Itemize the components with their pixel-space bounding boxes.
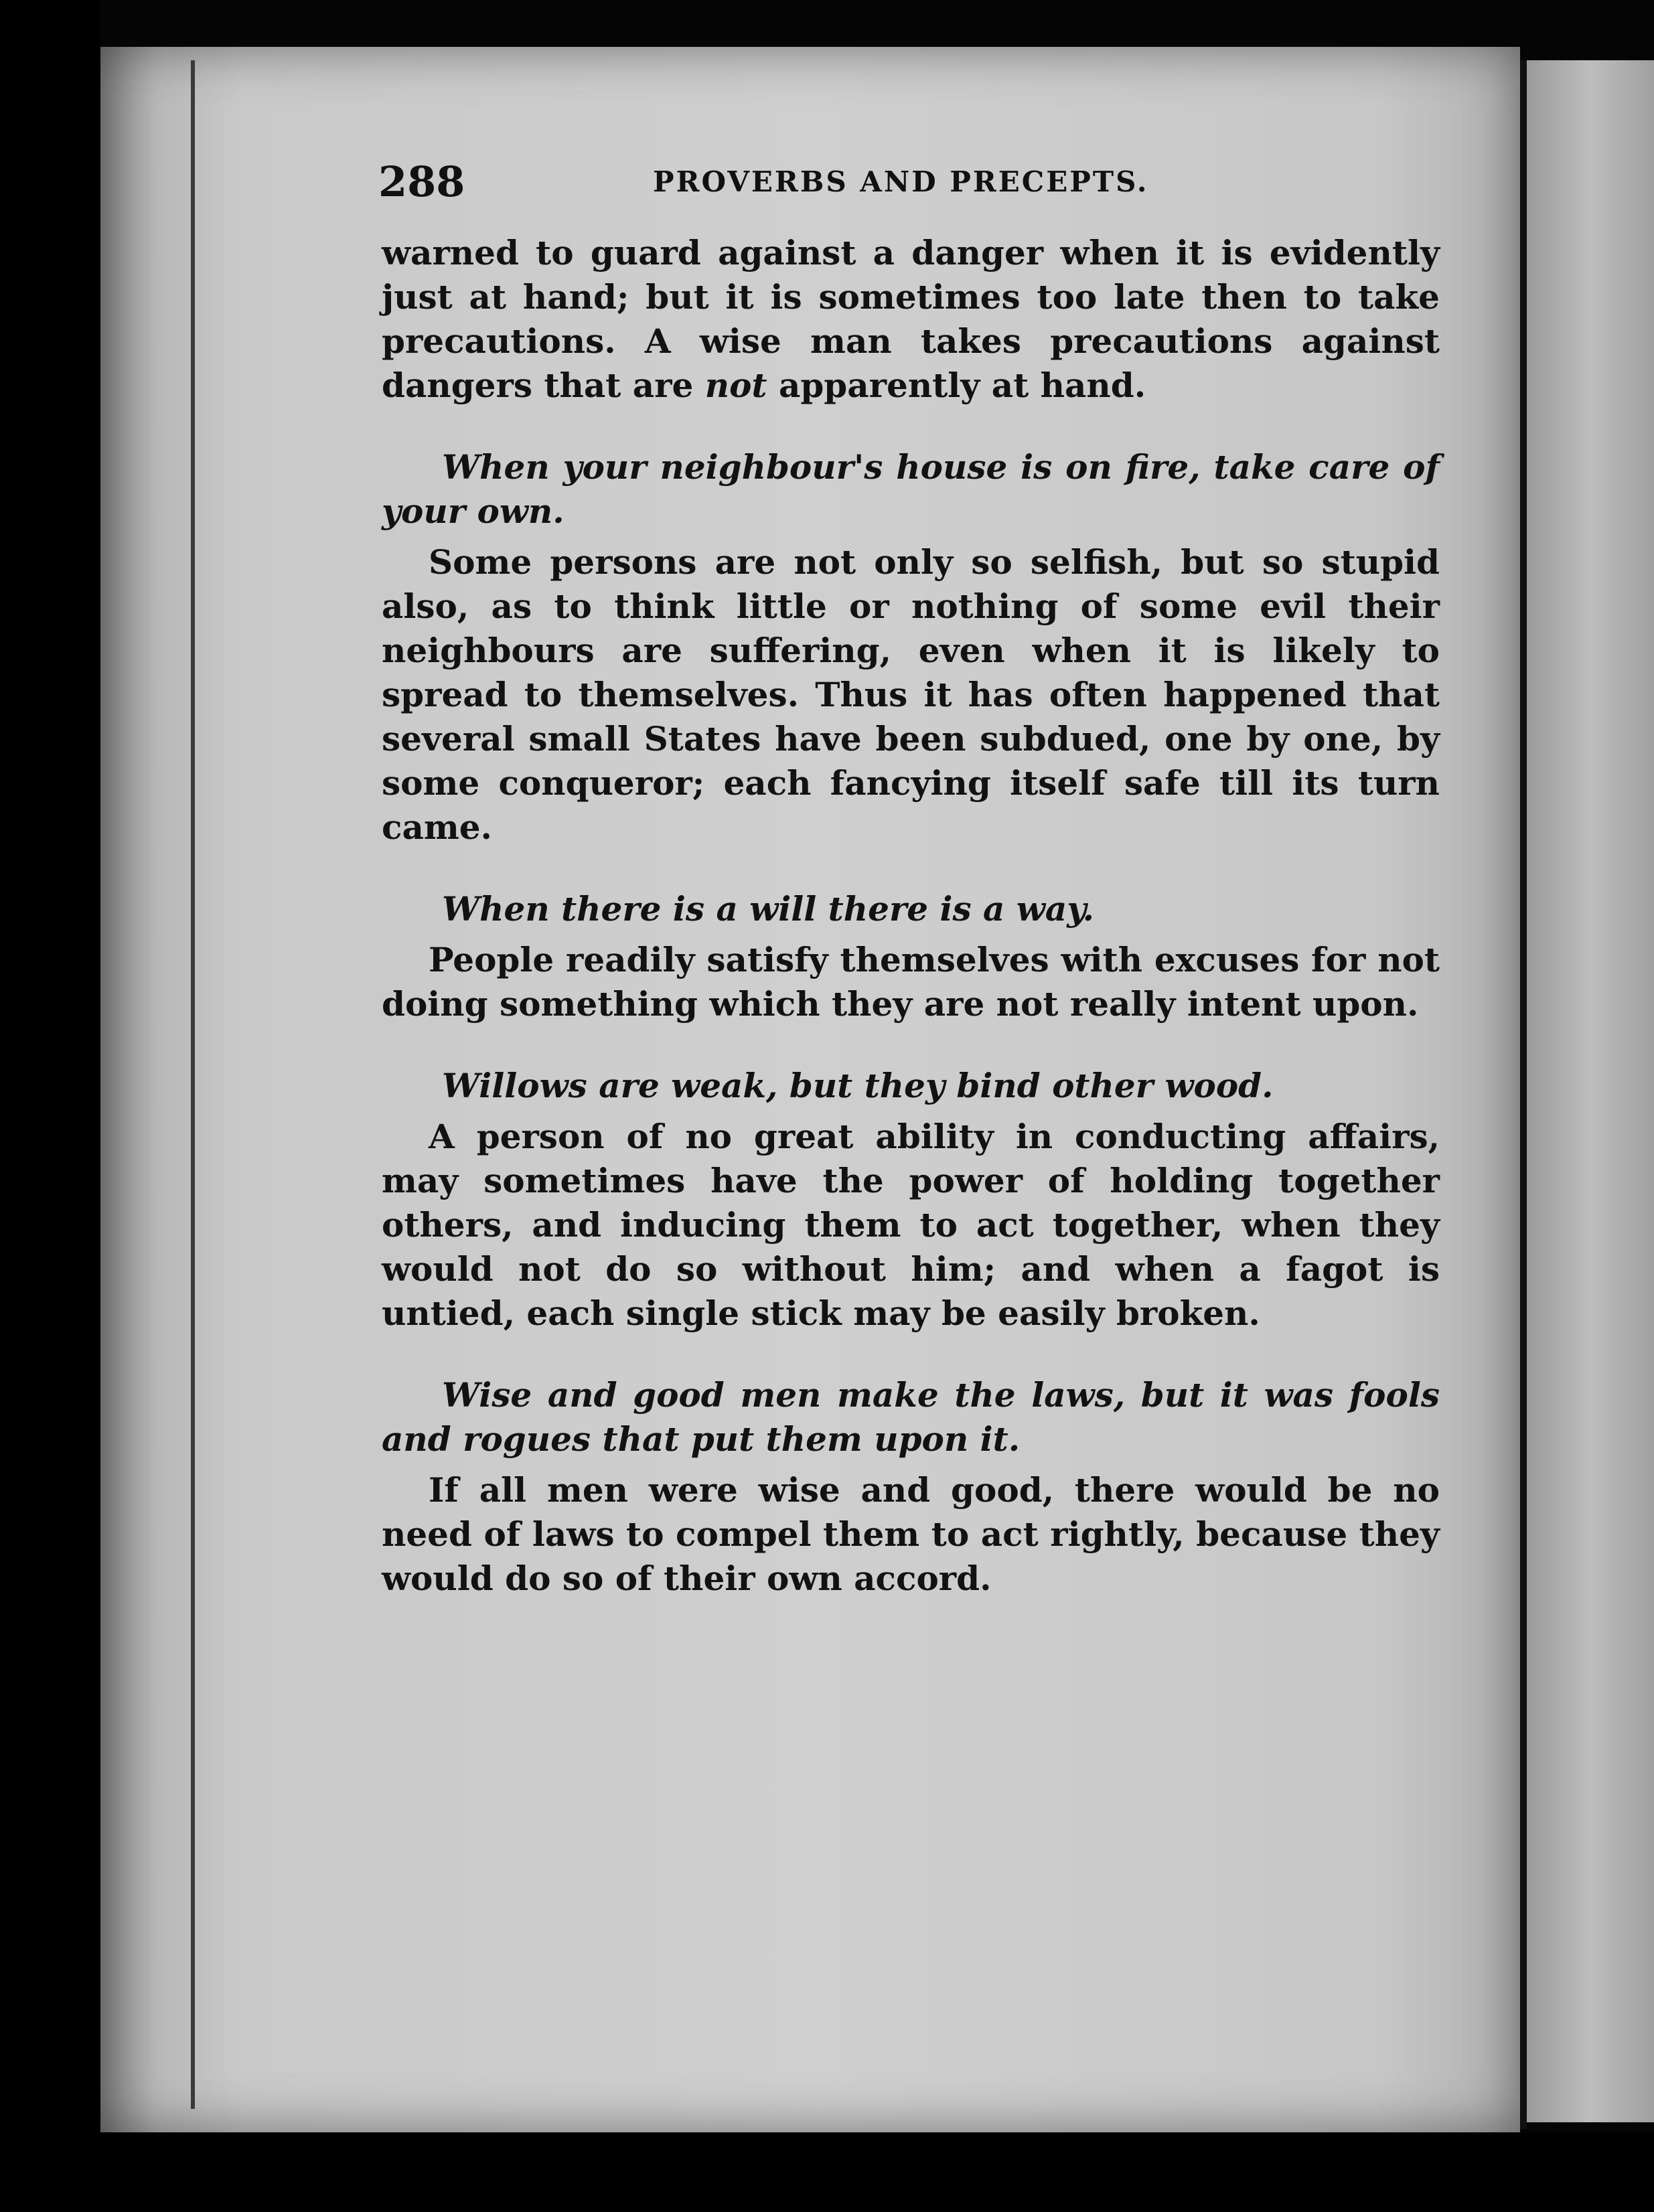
explanation-4: If all men were wise and good, there would be no need of laws to compel them to act rightly, because they would do so of their own accord. xyxy=(382,1470,1440,1598)
proverb-4: Wise and good men make the laws, but it was fools and rogues that put them upon it. xyxy=(382,1375,1440,1459)
explanation-1: Some persons are not only so selfish, but so stupid also, as to think little or nothing of some evil their neighbours are suffering, even when it is likely to spread to themselves. Thus it has often happened that several small States have been subdued, one by one, by some conqueror; each fancying itself safe till its turn came. xyxy=(382,542,1440,847)
opening-paragraph xyxy=(382,231,1440,408)
proverb-2: When there is a will there is a way. xyxy=(442,889,1095,929)
explanation-3: A person of no great ability in conducting affairs, may sometimes have the power of holding together others, and inducing them to act together, when they would not do so without him; and when a fagot is untied, each single stick may be easily broken. xyxy=(382,1117,1440,1333)
running-title: PROVERBS AND PRECEPTS. xyxy=(653,165,1149,198)
scan-left-margin xyxy=(0,0,100,2212)
page-edge xyxy=(1520,60,1527,2129)
scan-bottom-margin xyxy=(100,2132,1654,2212)
proverb-1: When your neighbour's house is on fire, take care of your own. xyxy=(382,447,1440,531)
next-page-sliver xyxy=(1527,60,1654,2122)
proverb-3: Willows are weak, but they bind other wood. xyxy=(442,1066,1274,1105)
page-gutter-line xyxy=(191,60,195,2109)
opening-emphasis: not xyxy=(704,366,767,405)
explanation-2: People readily satisfy themselves with excuses for not doing something which they are not really intent upon. xyxy=(382,940,1440,1024)
page-header xyxy=(378,157,1456,204)
page-number: 288 xyxy=(378,157,465,206)
opening-text-end: apparently at hand. xyxy=(778,366,1146,405)
page-body xyxy=(382,231,1440,1601)
opening-text: warned to guard against a danger when it is evidently just at hand; but it is sometimes too late then to take precautions. A wise man takes precautions against dangers that are xyxy=(382,233,1440,405)
